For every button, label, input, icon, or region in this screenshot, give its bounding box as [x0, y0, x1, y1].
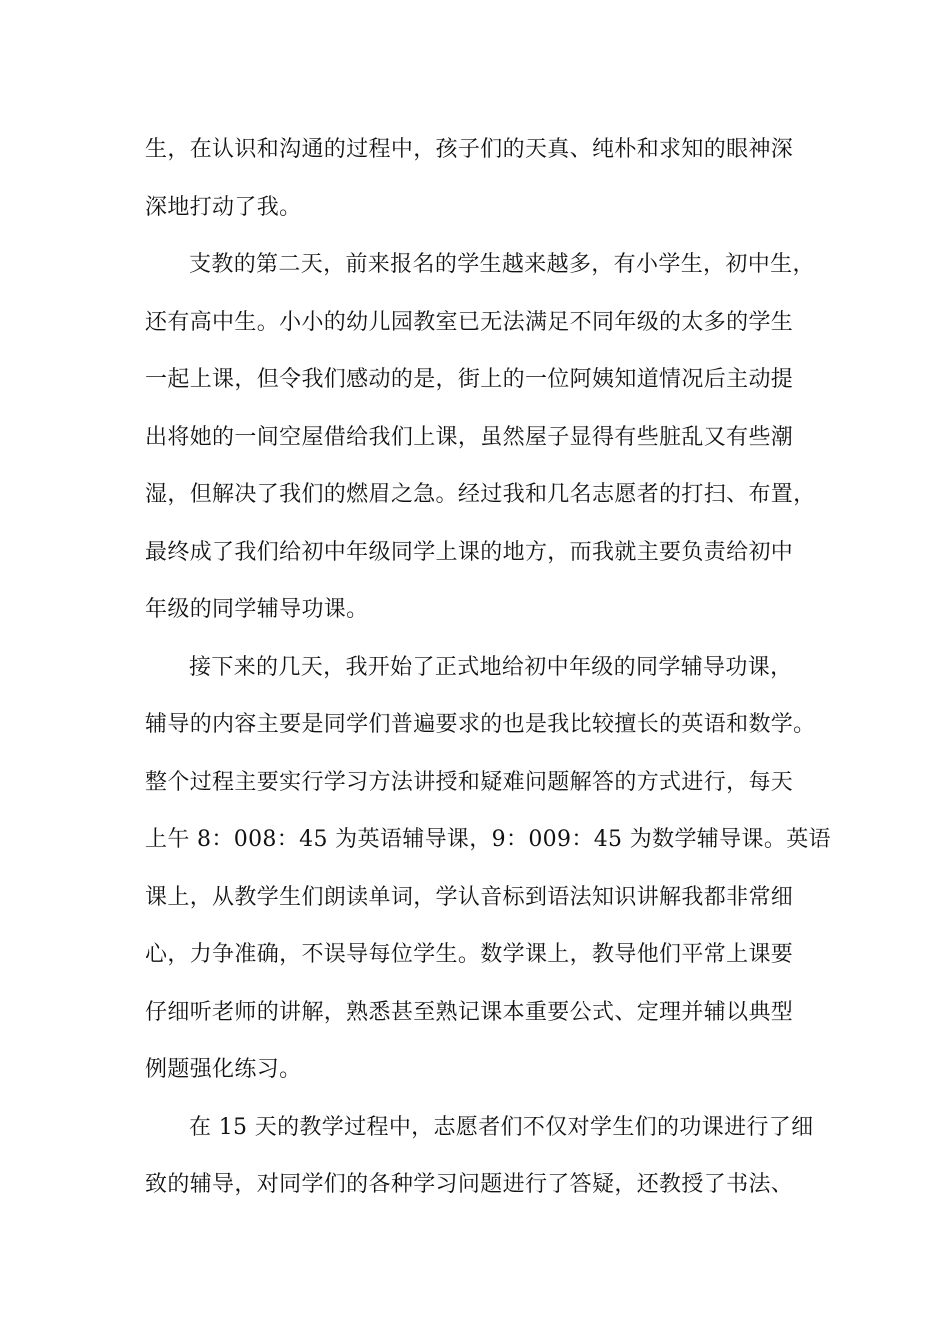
text-line: 整个过程主要实行学习方法讲授和疑难问题解答的方式进行，每天	[145, 769, 794, 795]
text-line: 上午 8：008：45 为英语辅导课，9：009：45 为数学辅导课。英语	[145, 827, 831, 852]
text-line: 年级的同学辅导功课。	[145, 597, 369, 622]
text-line: 一起上课，但令我们感动的是，街上的一位阿姨知道情况后主动提	[145, 367, 794, 392]
text-line: 最终成了我们给初中年级同学上课的地方，而我就主要负责给初中	[145, 539, 794, 565]
paragraph-first-line: 在 15 天的教学过程中，志愿者们不仅对学生们的功课进行了细	[189, 1114, 814, 1140]
text-line: 课上，从教学生们朗读单词，学认音标到语法知识讲解我都非常细	[145, 884, 794, 910]
text-line: 出将她的一间空屋借给我们上课，虽然屋子显得有些脏乱又有些潮	[145, 424, 794, 450]
text-line: 致的辅导，对同学们的各种学习问题进行了答疑，还教授了书法、	[145, 1172, 794, 1197]
text-line: 仔细听老师的讲解，熟悉甚至熟记课本重要公式、定理并辅以典型	[145, 999, 794, 1025]
paragraph-first-line: 支教的第二天，前来报名的学生越来越多，有小学生，初中生，	[189, 252, 815, 277]
paragraph-first-line: 接下来的几天，我开始了正式地给初中年级的同学辅导功课，	[189, 654, 793, 680]
text-line: 生，在认识和沟通的过程中，孩子们的天真、纯朴和求知的眼神深	[145, 137, 794, 162]
text-line: 辅导的内容主要是同学们普遍要求的也是我比较擅长的英语和数学。	[145, 712, 816, 737]
text-line: 深地打动了我。	[145, 194, 302, 220]
text-line: 心，力争准确，不误导每位学生。数学课上，教导他们平常上课要	[145, 942, 794, 967]
text-line: 例题强化练习。	[145, 1057, 302, 1082]
text-line: 湿，但解决了我们的燃眉之急。经过我和几名志愿者的打扫、布置，	[145, 482, 816, 507]
document-body	[145, 126, 831, 1219]
text-line: 还有高中生。小小的幼儿园教室已无法满足不同年级的太多的学生	[145, 309, 794, 335]
